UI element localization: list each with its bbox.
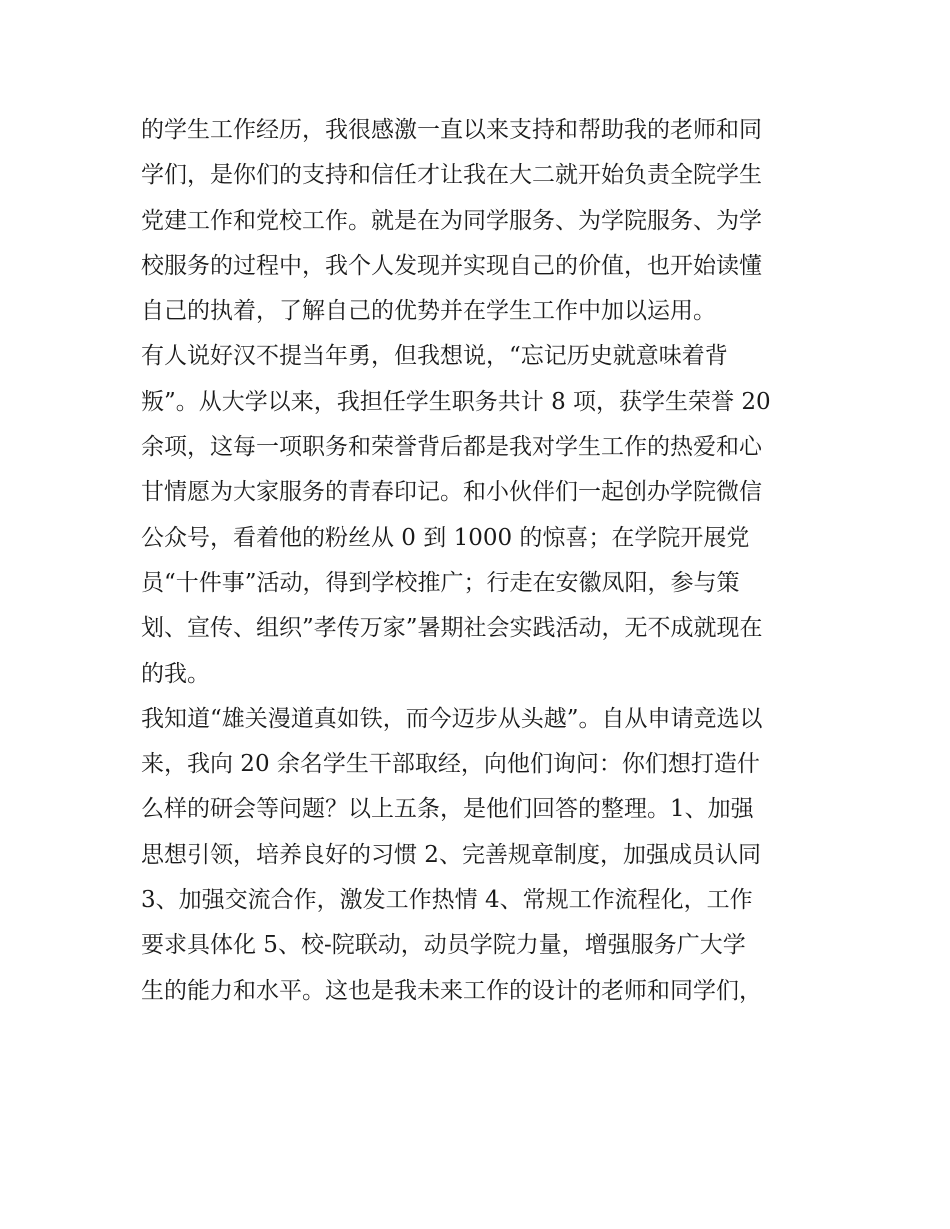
text-line: 划、宣传、组织”孝传万家”暑期社会实践活动，无不成就现在 xyxy=(141,615,763,642)
text-line: 员“十件事”活动，得到学校推广；行走在安徽凤阳，参与策 xyxy=(141,569,740,596)
text-line: 要求具体化 5、校-院联动，动员学院力量，增强服务广大学 xyxy=(141,932,746,959)
text-line: 公众号，看着他的粉丝从 0 到 1000 的惊喜；在学院开展党 xyxy=(141,524,750,551)
text-line: 余项，这每一项职务和荣誉背后都是我对学生工作的热爱和心 xyxy=(141,434,762,461)
text-line: 自己的执着，了解自己的优势并在学生工作中加以运用。 xyxy=(141,298,716,325)
text-line: 校服务的过程中，我个人发现并实现自己的价值，也开始读懂 xyxy=(141,252,762,279)
text-line: 叛”。从大学以来，我担任学生职务共计 8 项，获学生荣誉 20 xyxy=(141,388,771,415)
text-line: 的我。 xyxy=(141,660,210,687)
text-line: 来，我向 20 余名学生干部取经，向他们询问：你们想打造什 xyxy=(141,751,760,778)
text-line: 么样的研会等问题？以上五条，是他们回答的整理。1、加强 xyxy=(141,796,754,823)
text-line: 生的能力和水平。这也是我未来工作的设计的老师和同学们， xyxy=(141,977,762,1004)
text-line: 我知道“雄关漫道真如铁，而今迈步从头越”。自从申请竞选以 xyxy=(141,705,763,732)
text-line: 学们，是你们的支持和信任才让我在大二就开始负责全院学生 xyxy=(141,162,762,189)
text-line: 思想引领，培养良好的习惯 2、完善规章制度，加强成员认同 xyxy=(141,841,761,868)
text-line: 甘情愿为大家服务的青春印记。和小伙伴们一起创办学院微信 xyxy=(141,479,762,506)
body-text xyxy=(141,108,821,1014)
text-line: 3、加强交流合作，激发工作热情 4、常规工作流程化，工作 xyxy=(141,887,753,914)
text-line: 有人说好汉不提当年勇，但我想说，“忘记历史就意味着背 xyxy=(141,343,728,370)
text-line: 党建工作和党校工作。就是在为同学服务、为学院服务、为学 xyxy=(141,207,762,234)
text-line: 的学生工作经历，我很感激一直以来支持和帮助我的老师和同 xyxy=(141,117,762,143)
